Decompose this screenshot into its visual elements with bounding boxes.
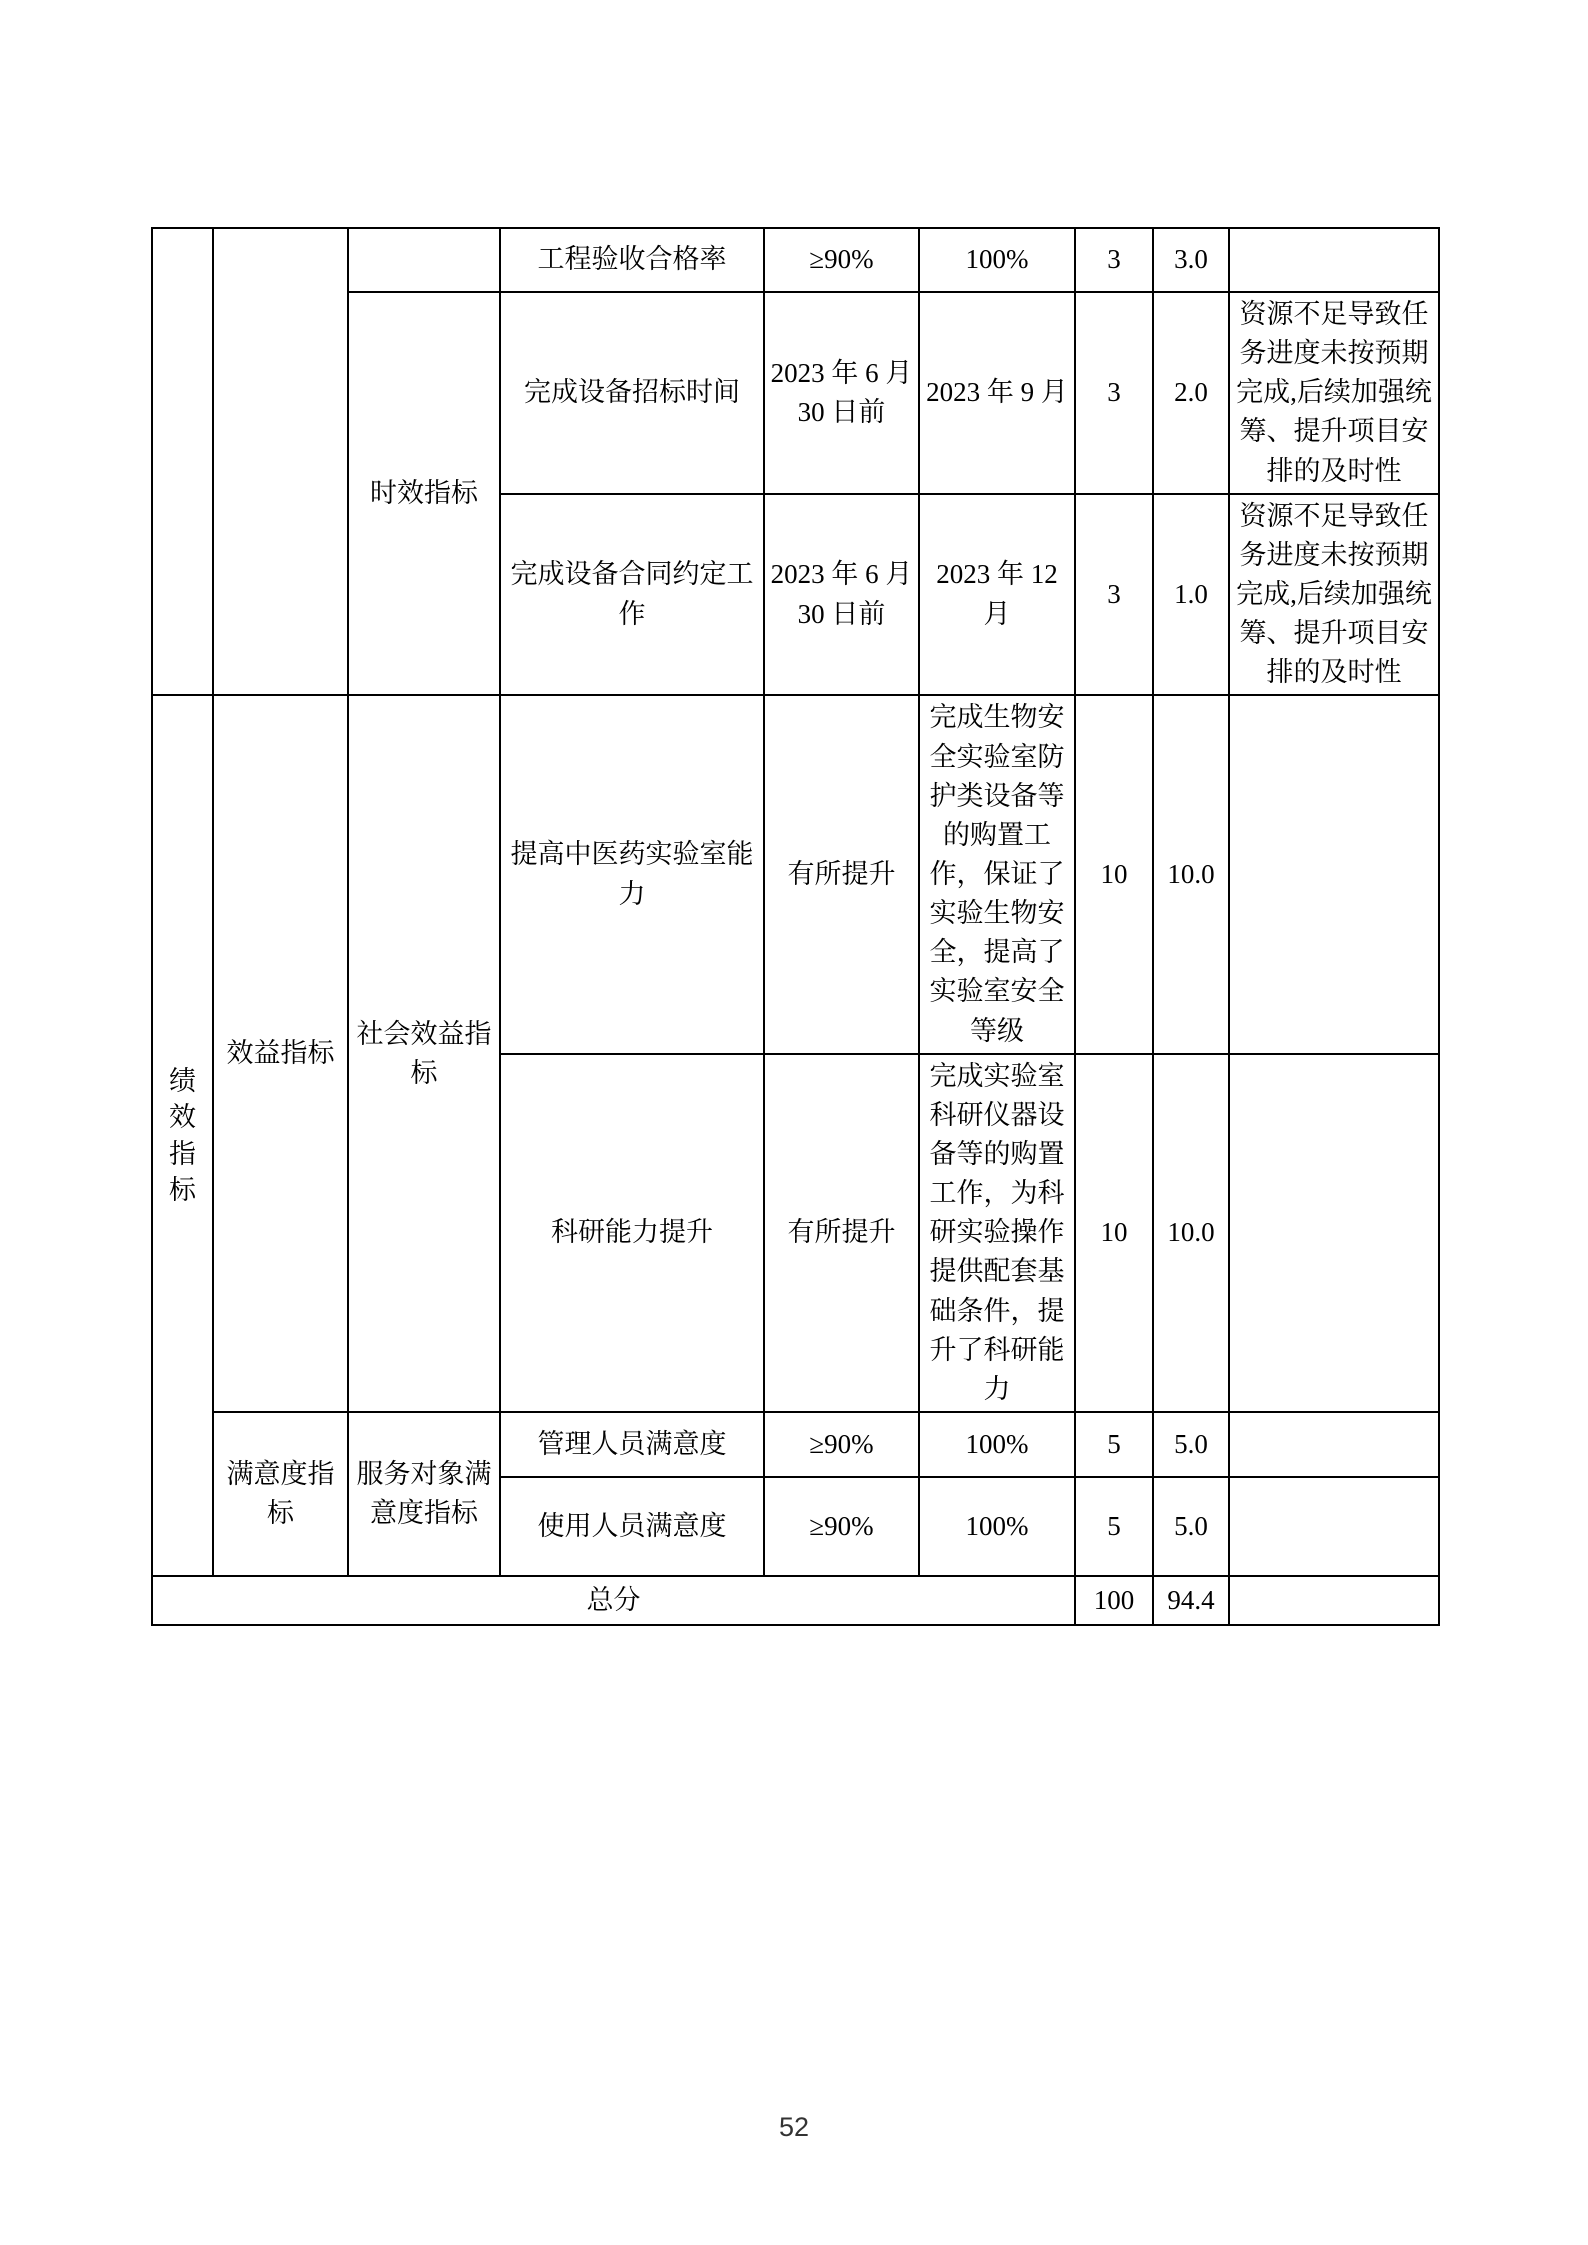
row3-actual-cell: 2023 年 12 月 <box>919 494 1075 696</box>
row2-indicator-cell: 完成设备招标时间 <box>500 292 764 494</box>
performance-header-cell <box>152 695 213 1576</box>
service-satisfaction-header-cell: 服务对象满意度指标 <box>348 1412 500 1576</box>
row3-note-cell: 资源不足导致任务进度未按预期完成,后续加强统筹、提升项目安排的及时性 <box>1229 494 1439 696</box>
row1-note-cell <box>1229 228 1439 292</box>
row7-weight-cell: 5 <box>1075 1477 1153 1576</box>
row7-note-cell <box>1229 1477 1439 1576</box>
row2-target-cell: 2023 年 6 月 30 日前 <box>764 292 919 494</box>
row2-score-cell: 2.0 <box>1153 292 1229 494</box>
row7-score-cell: 5.0 <box>1153 1477 1229 1576</box>
row3-indicator-cell: 完成设备合同约定工作 <box>500 494 764 696</box>
satisfaction-header-cell: 满意度指标 <box>213 1412 348 1576</box>
total-weight-cell: 100 <box>1075 1576 1153 1625</box>
performance-indicator-table <box>151 227 1440 1626</box>
row7-indicator-cell: 使用人员满意度 <box>500 1477 764 1576</box>
row6-note-cell <box>1229 1412 1439 1477</box>
page-number: 52 <box>778 2112 810 2142</box>
row4-actual-cell: 完成生物安全实验室防护类设备等的购置工作，保证了实验生物安全，提高了实验室安全等级 <box>919 695 1075 1053</box>
row6-indicator-cell: 管理人员满意度 <box>500 1412 764 1477</box>
row6-weight-cell: 5 <box>1075 1412 1153 1477</box>
col1-continuation-cell <box>152 228 213 695</box>
row2-actual-cell: 2023 年 9 月 <box>919 292 1075 494</box>
row6-score-cell: 5.0 <box>1153 1412 1229 1477</box>
row5-score-cell: 10.0 <box>1153 1054 1229 1412</box>
row4-indicator-cell: 提高中医药实验室能力 <box>500 695 764 1053</box>
row5-weight-cell: 10 <box>1075 1054 1153 1412</box>
row2-weight-cell: 3 <box>1075 292 1153 494</box>
row5-indicator-cell: 科研能力提升 <box>500 1054 764 1412</box>
row4-target-cell: 有所提升 <box>764 695 919 1053</box>
row3-target-cell: 2023 年 6 月 30 日前 <box>764 494 919 696</box>
row1-target-cell: ≥90% <box>764 228 919 292</box>
timeliness-header-cell: 时效指标 <box>348 292 500 695</box>
row1-score-cell: 3.0 <box>1153 228 1229 292</box>
row4-note-cell <box>1229 695 1439 1053</box>
col2-continuation-cell <box>213 228 348 695</box>
row7-target-cell: ≥90% <box>764 1477 919 1576</box>
row5-target-cell: 有所提升 <box>764 1054 919 1412</box>
total-score-cell: 94.4 <box>1153 1576 1229 1625</box>
row2-note-cell: 资源不足导致任务进度未按预期完成,后续加强统筹、提升项目安排的及时性 <box>1229 292 1439 494</box>
row1-weight-cell: 3 <box>1075 228 1153 292</box>
row6-actual-cell: 100% <box>919 1412 1075 1477</box>
row1-indicator-cell: 工程验收合格率 <box>500 228 764 292</box>
row5-note-cell <box>1229 1054 1439 1412</box>
total-note-cell <box>1229 1576 1439 1625</box>
total-label-cell: 总分 <box>152 1576 1075 1625</box>
social-benefit-header-cell: 社会效益指标 <box>348 695 500 1412</box>
benefit-header-cell: 效益指标 <box>213 695 348 1412</box>
row4-score-cell: 10.0 <box>1153 695 1229 1053</box>
performance-header-label: 绩效指标 <box>169 1065 196 1206</box>
row3-score-cell: 1.0 <box>1153 494 1229 696</box>
row7-actual-cell: 100% <box>919 1477 1075 1576</box>
row5-actual-cell: 完成实验室科研仪器设备等的购置工作，为科研实验操作提供配套基础条件，提升了科研能力 <box>919 1054 1075 1412</box>
row3-weight-cell: 3 <box>1075 494 1153 696</box>
row1-actual-cell: 100% <box>919 228 1075 292</box>
row6-target-cell: ≥90% <box>764 1412 919 1477</box>
row4-weight-cell: 10 <box>1075 695 1153 1053</box>
col3-continuation-cell <box>348 228 500 292</box>
